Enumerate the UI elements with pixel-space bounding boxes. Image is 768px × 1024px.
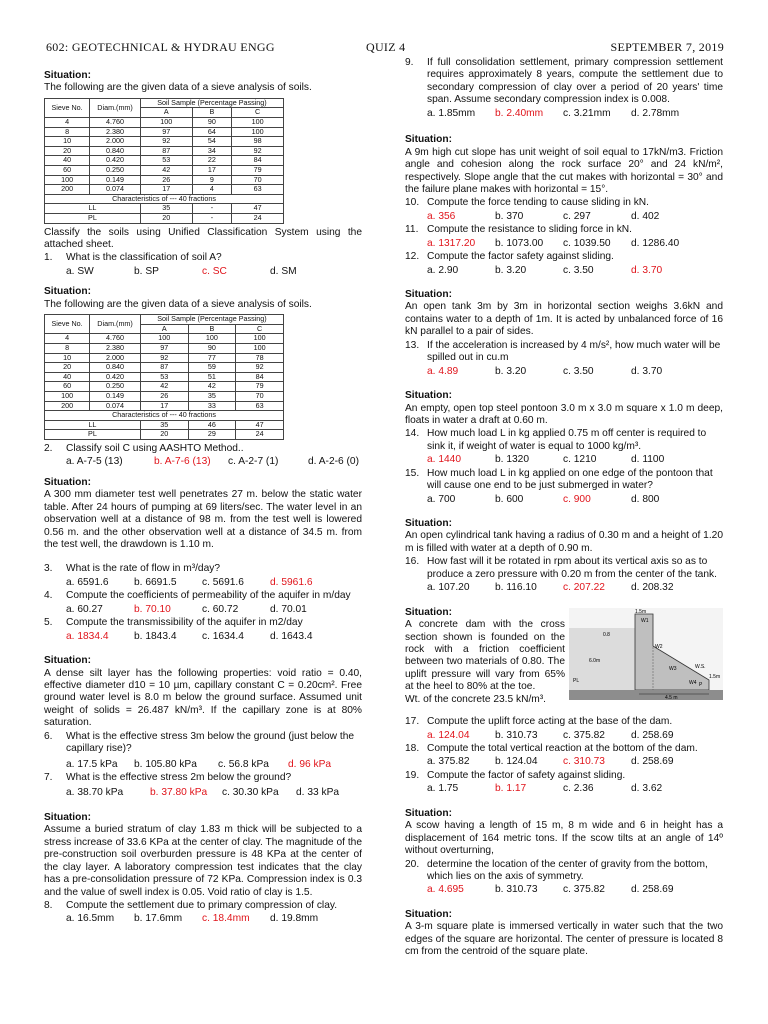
table-row: Characteristics of --- 40 fractions (45, 194, 284, 204)
situation-text: A dense silt layer has the following properties: void ratio = 0.40, effective diameter d10 = 10 µm, capillary constant C = 0.20cm². Free ground water level is 8.0 m below the ground surface. Assumed unit weight of solids = 26.487 kN/m³. If the capillary zone is at 80% saturation. (44, 667, 362, 729)
table-row: 20 0.840 87 34 92 (45, 146, 284, 156)
th-c: C (232, 108, 284, 118)
question-19: 19. Compute the factor of safety against sliding. (405, 769, 626, 781)
choices-16: a. 107.20 b. 116.10 c. 207.22 d. 208.32 (427, 582, 674, 594)
question-8: 8. Compute the settlement due to primary compression of clay. (44, 899, 338, 911)
situation-heading: Situation: (405, 606, 452, 618)
choices-8: a. 16.5mm b. 17.6mm c. 18.4mm d. 19.8mm (66, 913, 319, 925)
situation-heading: Situation: (405, 289, 452, 300)
th-sieve: Sieve No. (45, 98, 90, 117)
table-row: PL 20 29 24 (45, 430, 284, 440)
question-5: 5. Compute the transmissibility of the aquifer in m2/day (44, 617, 303, 629)
table-row: 10 2.000 92 77 78 (45, 353, 284, 363)
table-row: LL 35 - 47 (45, 204, 284, 214)
situation-heading: Situation: (405, 134, 452, 146)
sieve-table-2: Sieve No. Diam.(mm) Soil Sample (Percentage Passing) A B C 4 4.760 100 100 100 8 2.380 97 90 100 10 2.000 92 77 78 20 0.840 87 59 92 40 0.420 53 51 84 60 0.250 42 42 79 100 0.149 26 35 70 200 0.074 17 33 63 Characteristics of --- 40 fractions LL 35 46 47 PL 20 29 24 (44, 314, 284, 440)
situation-heading: Situation: (44, 811, 91, 823)
choices-19: a. 1.75 b. 1.17 c. 2.36 d. 3.62 (427, 783, 663, 795)
fig-label-w1: W1 (641, 618, 649, 624)
table-row: 8 2.380 97 64 100 (45, 127, 284, 137)
th-a: A (140, 108, 192, 118)
question-9: 9. If full consolidation settlement, primary compression settlement requires approximately 8 years, compute the settlement due to secondary compression of clay over a period of 20 years' time span. Assume secondary compression index is 0.008. (405, 57, 723, 106)
question-4: 4. Compute the coefficients of permeability of the aquifer in m/day (44, 590, 351, 602)
situation-text: The following are the given data of a sieve analysis of soils. (44, 82, 312, 94)
table-row: 10 2.000 92 54 98 (45, 137, 284, 147)
rock-foundation (569, 690, 723, 700)
choices-20: a. 4.695 b. 310.73 c. 375.82 d. 258.69 (427, 884, 674, 896)
question-10: 10. Compute the force tending to cause sliding in kN. (405, 197, 649, 209)
choices-18: a. 375.82 b. 124.04 c. 310.73 d. 258.69 (427, 756, 674, 768)
choices-17: a. 124.04 b. 310.73 c. 375.82 d. 258.69 (427, 729, 674, 741)
choices-9: a. 1.85mm b. 2.40mm c. 3.21mm d. 2.78mm (427, 107, 680, 119)
situation-text: A 3-m square plate is immersed vertically in water such that the two edges of the square are horizontal. The center of pressure is located 8 cm from the centroid of the square plate. (405, 921, 723, 958)
right-column (405, 56, 723, 959)
fig-label-length: 4.5 m (665, 695, 678, 700)
question-18: 18. Compute the total vertical reaction at the bottom of the dam. (405, 743, 698, 754)
page-header (46, 40, 724, 54)
choices-4: a. 60.27 b. 70.10 c. 60.72 d. 70.01 (66, 603, 307, 615)
situation-text: A 300 mm diameter test well penetrates 27 m. below the static water table. After 24 hours of pumping at 69 liters/sec. The water level in an observation well at a distance of 98 m. from the test well is lowered 0.56 m. and the other observation well at a distance of 34.5 m. from the test well, the drawdown is 1.10 m. (44, 489, 362, 550)
situation-text: A 9m high cut slope has unit weight of soil equal to 17kN/m3. Friction angle and cohesion along the rock surface 20° and 24 kN/m², respectively. Slope angle that the cut makes with horizontal = 30° and the failure plane makes with horizontal = 15°. (405, 146, 723, 195)
fig-label-pl: PL (573, 678, 580, 684)
fig-label-h3: 1.5m (709, 674, 721, 680)
situation-text: A scow having a length of 15 m, 8 m wide and 6 in height has a displacement of 164 metric tons. If the scow tilts at an angle of 14º without overturning, (405, 820, 723, 857)
situation-text: The following are the given data of a sieve analysis of soils. (44, 298, 312, 310)
choices-7: a. 38.70 kPa b. 37.80 kPa c. 30.30 kPa d. 33 kPa (66, 787, 340, 799)
table-row: 60 0.250 42 42 79 (45, 382, 284, 392)
table-row: PL 20 - 24 (45, 214, 284, 224)
situation-text: An open tank 3m by 3m in horizontal section weighs 3.6kN and contains water to a depth of 1m. It is acted by unbalanced force of 16 kN parallel to a pair of sides. (405, 301, 723, 338)
choices-3: a. 6591.6 b. 6691.5 c. 5691.6 d. 5961.6 (66, 576, 313, 588)
quiz-date: SEPTEMBER 7, 2019 (610, 40, 724, 54)
fig-label-w4: W4 (689, 680, 697, 686)
table-row: LL 35 46 47 (45, 420, 284, 430)
table-row: 8 2.380 97 90 100 (45, 344, 284, 354)
question-14: 14. How much load L in kg applied 0.75 m off center is required to sink it, if weight of water is equal to 1000 kg/m³. (405, 428, 707, 452)
quiz-title: QUIZ 4 (366, 40, 406, 54)
question-13: 13. If the acceleration is increased by 4 m/s², how much water will be spilled out in cu.m (405, 339, 721, 364)
question-15: 15. How much load L in kg applied on one edge of the pontoon that will cause one end to be just submerged in water? (405, 467, 713, 492)
question-16: 16. How fast will it be rotated in rpm about its vertical axis so as to produce a zero pressure with 0.20 m from the center of the tank. (405, 556, 717, 580)
th-b: B (192, 108, 232, 118)
question-1: 1. What is the classification of soil A? (44, 252, 222, 264)
table-row: 4 4.760 100 100 100 (45, 334, 284, 344)
situation-text: An empty, open top steel pontoon 3.0 m x 3.0 m square x 1.0 m deep, floats in water a draft at 0.60 m. (405, 402, 723, 426)
fig-label-w3: W3 (669, 666, 677, 672)
situation-heading: Situation: (44, 655, 91, 667)
situation-heading: Situation: (44, 286, 91, 298)
situation-text: Classify the soils using Unified Classification System using the attached sheet. (44, 226, 362, 251)
fig-label-top: 1.5m (635, 609, 647, 615)
situation-heading: Situation: (44, 476, 91, 488)
question-3: 3. What is the rate of flow in m³/day? (44, 563, 221, 575)
fig-label-ws: W.S. (695, 664, 706, 670)
table-row: 200 0.074 17 33 63 (45, 401, 284, 411)
left-column (44, 62, 362, 926)
choices-6: a. 17.5 kPa b. 105.80 kPa c. 56.8 kPa d. 96 kPa (66, 758, 332, 770)
situation-heading: Situation: (44, 70, 91, 81)
situation-text: A concrete dam with the cross section shown is founded on the rock with a friction coefficient between two materials of 0.80. The uplift pressure will vary from 65% at the heel to 80% at the toe. (405, 619, 565, 693)
question-2: 2. Classify soil C using AASHTO Method.. (44, 442, 244, 454)
th-sample: Soil Sample (Percentage Passing) (140, 98, 283, 108)
question-6: 6. What is the effective stress 3m below the ground (just below the capillary rise)? (44, 730, 355, 755)
table-row: 40 0.420 53 22 84 (45, 156, 284, 166)
choices-1: a. SW b. SP c. SC d. SM (66, 265, 297, 277)
situation-heading: Situation: (405, 807, 452, 819)
table-row: Characteristics of --- 40 fractions (45, 411, 284, 421)
question-11: 11. Compute the resistance to sliding force in kN. (405, 224, 632, 236)
choices-13: a. 4.89 b. 3.20 c. 3.50 d. 3.70 (427, 365, 663, 377)
table-row: 200 0.074 17 4 63 (45, 185, 284, 195)
choices-5: a. 1834.4 b. 1843.4 c. 1634.4 d. 1643.4 (66, 630, 313, 642)
choices-12: a. 2.90 b. 3.20 c. 3.50 d. 3.70 (427, 264, 663, 276)
situation-text: An open cylindrical tank having a radius of 0.30 m and a height of 1.20 m is filled with water at a depth of 0.90 m. (405, 530, 723, 554)
question-12: 12. Compute the factor safety against sliding. (405, 251, 614, 263)
dam-cross-section-figure (569, 608, 723, 700)
question-7: 7. What is the effective stress 2m below the ground? (44, 772, 292, 783)
choices-14: a. 1440 b. 1320 c. 1210 d. 1100 (427, 454, 665, 466)
choices-10: a. 356 b. 370 c. 297 d. 402 (427, 210, 660, 222)
question-17: 17. Compute the uplift force acting at the base of the dam. (405, 716, 673, 728)
choices-11: a. 1317.20 b. 1073.00 c. 1039.50 d. 1286.40 (427, 237, 680, 249)
situation-text: Assume a buried stratum of clay 1.83 m thick will be subjected to a stress increase of 33.6 KPa at the center of clay. The magnitude of the pre-construction soil overburden pressure is 48 KPa at the center of the clay layer. A laboratory compression test indicates that the clay has a pre-consolidation pressure of 72 KPa. Compression index is 0.3 and the value of swell index is 0.05. Void ratio of clay is 1.5. (44, 824, 362, 898)
sieve-table-1 (44, 98, 284, 224)
choices-2: a. A-7-5 (13) b. A-7-6 (13) c. A-2-7 (1) d. A-2-6 (0) (66, 456, 359, 468)
question-20: 20. determine the location of the center of gravity from the bottom, which lies on the axis of symmetry. (405, 858, 708, 882)
situation-heading: Situation: (405, 390, 452, 402)
situation-heading: Situation: (405, 518, 452, 529)
table-row: 60 0.250 42 17 79 (45, 166, 284, 176)
th-diam: Diam.(mm) (90, 98, 141, 117)
fig-label-h1: 0.8 (603, 632, 610, 638)
table-row: 20 0.840 87 59 92 (45, 363, 284, 373)
table-row: 100 0.149 26 35 70 (45, 391, 284, 401)
table-row: 4 4.760 100 90 100 (45, 118, 284, 128)
fig-label-w2: W2 (655, 644, 663, 650)
situation-heading: Situation: (405, 908, 452, 920)
choices-15: a. 700 b. 600 c. 900 d. 800 (427, 493, 660, 505)
table-row: 100 0.149 26 9 70 (45, 175, 284, 185)
fig-label-h2: 6.0m (589, 658, 601, 664)
table-row: 40 0.420 53 51 84 (45, 372, 284, 382)
fig-label-p: P (699, 682, 703, 688)
course-title: 602: GEOTECHNICAL & HYDRAU ENGG (46, 40, 275, 54)
situation-text: Wt. of the concrete 23.5 kN/m³. (405, 693, 546, 705)
